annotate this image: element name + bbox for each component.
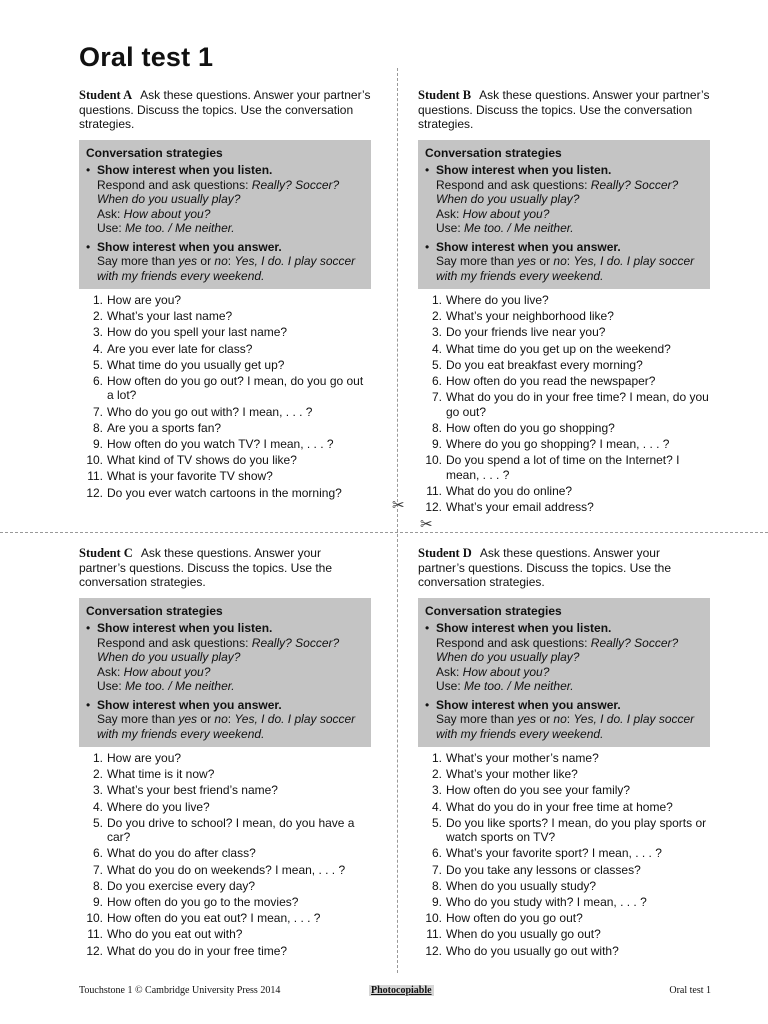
question-number: 11.: [426, 483, 442, 498]
strategy-line: When do you usually play?: [97, 192, 241, 206]
strategy-line: Use: Me too. / Me neither.: [97, 679, 235, 693]
question-number: 2.: [431, 309, 442, 324]
question-item: [418, 437, 710, 452]
question-list: [79, 293, 371, 500]
question-number: 8.: [431, 420, 442, 435]
strategy-line: Respond and ask questions: Really? Soccer?: [436, 177, 679, 192]
question-text: What do you do in your free time at home?: [446, 799, 673, 814]
question-item: [79, 293, 371, 308]
question-text: Do you ever watch cartoons in the morning?: [107, 485, 342, 500]
question-text: How are you?: [107, 293, 182, 307]
question-text: Do your friends live near you?: [446, 325, 606, 340]
question-number: 7.: [431, 862, 442, 877]
question-text: What time do you get up on the weekend?: [446, 341, 671, 356]
student-c-section: [79, 546, 371, 960]
strategies-title: Conversation strategies: [425, 145, 562, 160]
bullet-icon: •: [86, 697, 91, 712]
instructions-text: Ask these questions. Answer your partner’s questions. Discuss the topics. Use the conversation strategies.: [418, 88, 710, 131]
question-text: What time is it now?: [107, 767, 215, 782]
strategy-line: Say more than yes or no: Yes, I do. I play soccer: [97, 712, 356, 726]
question-item: [418, 421, 710, 436]
question-text: When do you usually study?: [446, 878, 597, 893]
question-number: 3.: [431, 783, 442, 798]
student-label: Student C: [79, 546, 133, 560]
question-item: [79, 469, 371, 484]
strategy-heading: Show interest when you listen.: [97, 621, 273, 635]
question-item: [79, 944, 371, 959]
strategy-line: Respond and ask questions: Really? Soccer?: [97, 635, 340, 650]
horizontal-cut-line: [0, 532, 768, 533]
question-text: Do you eat breakfast every morning?: [446, 357, 643, 372]
strategy-heading: Show interest when you listen.: [97, 163, 273, 177]
strategy-line: Say more than yes or no: Yes, I do. I play soccer: [436, 254, 695, 268]
question-number: 4.: [431, 341, 442, 356]
strategy-line: Respond and ask questions: Really? Soccer?: [97, 177, 340, 192]
question-item: [79, 486, 371, 501]
conversation-strategies-box: [79, 598, 371, 748]
question-text: Do you take any lessons or classes?: [446, 862, 641, 877]
question-text: When do you usually go out?: [446, 927, 601, 942]
question-item: [79, 783, 371, 798]
question-text: Who do you go out with? I mean, . . . ?: [107, 404, 313, 419]
footer-page-label: Oral test 1: [669, 985, 711, 996]
question-number: 8.: [92, 878, 103, 893]
question-number: 12.: [425, 943, 442, 958]
question-text: Where do you live?: [446, 293, 549, 307]
question-item: [418, 816, 710, 845]
question-number: 1.: [92, 293, 103, 307]
question-text: How often do you go shopping?: [446, 420, 615, 435]
question-number: 11.: [426, 927, 442, 942]
question-item: [79, 309, 371, 324]
strategy-heading: Show interest when you answer.: [436, 697, 621, 712]
question-item: [79, 767, 371, 782]
bullet-icon: •: [425, 163, 430, 177]
question-item: [79, 374, 371, 403]
instructions: [79, 88, 371, 132]
question-item: [79, 437, 371, 452]
question-number: 12.: [86, 943, 103, 958]
question-number: 4.: [431, 799, 442, 814]
question-item: [79, 751, 371, 766]
question-number: 7.: [92, 404, 103, 419]
question-item: [418, 767, 710, 782]
strategy-heading: Show interest when you answer.: [97, 697, 282, 712]
question-number: 3.: [92, 325, 103, 340]
bullet-icon: •: [425, 239, 430, 254]
question-text: What’s your favorite sport? I mean, . . . ?: [446, 846, 662, 861]
strategy-listen: [86, 163, 363, 236]
strategy-line: Ask: How about you?: [97, 664, 211, 679]
question-text: Where do you live?: [107, 799, 210, 814]
strategy-line: with my friends every weekend.: [97, 726, 265, 741]
question-item: [418, 927, 710, 942]
question-text: How often do you go to the movies?: [107, 895, 299, 909]
bullet-icon: •: [86, 163, 91, 177]
question-number: 9.: [92, 437, 103, 451]
question-number: 10.: [425, 453, 442, 468]
question-item: [418, 944, 710, 959]
student-a-section: [79, 88, 371, 502]
scissors-icon: ✂: [392, 497, 405, 514]
question-text: How are you?: [107, 751, 182, 765]
question-item: [79, 895, 371, 910]
question-number: 8.: [92, 420, 103, 435]
question-text: What do you do after class?: [107, 846, 256, 861]
question-number: 1.: [431, 293, 442, 307]
question-text: What do you do in your free time?: [107, 943, 288, 958]
conversation-strategies-box: [79, 140, 371, 290]
question-text: Who do you study with? I mean, . . . ?: [446, 895, 647, 909]
question-text: Who do you usually go out with?: [446, 943, 619, 958]
question-item: [79, 453, 371, 468]
question-item: [418, 484, 710, 499]
question-number: 6.: [431, 846, 442, 861]
question-text: Do you drive to school? I mean, do you have a car?: [107, 815, 355, 845]
instructions: [418, 546, 710, 590]
strategy-heading: Show interest when you listen.: [436, 163, 612, 177]
question-list: [418, 751, 710, 958]
question-number: 5.: [431, 815, 442, 830]
question-text: What is your favorite TV show?: [107, 469, 273, 484]
question-text: What do you do on weekends? I mean, . . . ?: [107, 862, 346, 877]
instructions: [418, 88, 710, 132]
question-text: What time do you usually get up?: [107, 357, 285, 372]
bullet-icon: •: [425, 697, 430, 712]
bullet-icon: •: [425, 621, 430, 635]
question-item: [418, 500, 710, 515]
question-text: Where do you go shopping? I mean, . . . ?: [446, 437, 670, 451]
strategy-heading: Show interest when you answer.: [436, 239, 621, 254]
question-text: What’s your neighborhood like?: [446, 309, 614, 324]
question-text: How often do you read the newspaper?: [446, 373, 656, 388]
question-number: 6.: [92, 373, 103, 388]
strategy-line: When do you usually play?: [436, 650, 580, 664]
question-item: [418, 863, 710, 878]
question-number: 6.: [92, 846, 103, 861]
question-number: 1.: [431, 751, 442, 765]
question-item: [418, 309, 710, 324]
footer-photocopiable: Photocopiable: [371, 985, 432, 996]
strategy-line: Ask: How about you?: [436, 664, 550, 679]
question-number: 11.: [87, 927, 103, 942]
question-item: [79, 911, 371, 926]
student-d-section: [418, 546, 710, 960]
question-text: How often do you eat out? I mean, . . . ?: [107, 911, 321, 926]
question-number: 8.: [431, 878, 442, 893]
strategy-answer: [86, 698, 363, 742]
strategies-title: Conversation strategies: [86, 145, 223, 160]
question-item: [79, 358, 371, 373]
question-list: [79, 751, 371, 958]
question-item: [79, 846, 371, 861]
question-text: Do you spend a lot of time on the Internet? I mean, . . . ?: [446, 453, 680, 482]
question-text: What do you do in your free time? I mean, do you go out?: [446, 390, 709, 419]
strategy-line: Say more than yes or no: Yes, I do. I play soccer: [436, 712, 695, 726]
question-text: What’s your email address?: [446, 500, 594, 515]
question-text: How often do you watch TV? I mean, . . . ?: [107, 437, 334, 451]
question-number: 12.: [425, 500, 442, 515]
question-item: [418, 846, 710, 861]
question-item: [418, 895, 710, 910]
page-title: Oral test 1: [79, 42, 214, 72]
question-item: [79, 816, 371, 845]
question-number: 3.: [431, 325, 442, 340]
question-item: [418, 751, 710, 766]
question-number: 2.: [431, 767, 442, 782]
question-item: [79, 863, 371, 878]
strategy-line: When do you usually play?: [436, 192, 580, 206]
question-text: Do you exercise every day?: [107, 878, 256, 893]
strategy-line: Ask: How about you?: [436, 206, 550, 221]
question-item: [79, 879, 371, 894]
question-number: 7.: [92, 862, 103, 877]
question-item: [418, 879, 710, 894]
question-text: What’s your mother like?: [446, 767, 578, 782]
question-item: [418, 911, 710, 926]
question-number: 3.: [92, 783, 103, 798]
question-item: [418, 783, 710, 798]
question-item: [418, 390, 710, 419]
question-item: [418, 342, 710, 357]
vertical-cut-line: [397, 68, 398, 973]
strategy-line: Ask: How about you?: [97, 206, 211, 221]
question-number: 5.: [92, 815, 103, 830]
question-text: Who do you eat out with?: [107, 927, 243, 942]
question-number: 9.: [431, 437, 442, 451]
question-number: 11.: [87, 469, 103, 484]
strategy-listen: [86, 621, 363, 694]
question-list: [418, 293, 710, 515]
question-item: [418, 358, 710, 373]
question-text: How do you spell your last name?: [107, 325, 288, 340]
question-number: 9.: [431, 895, 442, 909]
question-number: 6.: [431, 373, 442, 388]
question-text: Are you a sports fan?: [107, 420, 222, 435]
instructions-text: Ask these questions. Answer your partner’s questions. Discuss the topics. Use the conversation strategies.: [79, 88, 371, 131]
strategies-title: Conversation strategies: [86, 603, 223, 618]
question-number: 5.: [431, 357, 442, 372]
question-number: 2.: [92, 767, 103, 782]
question-item: [418, 293, 710, 308]
bullet-icon: •: [86, 621, 91, 635]
instructions: [79, 546, 371, 590]
conversation-strategies-box: [418, 140, 710, 290]
bullet-icon: •: [86, 239, 91, 254]
question-item: [79, 342, 371, 357]
question-text: What do you do online?: [446, 483, 573, 498]
strategy-line: with my friends every weekend.: [436, 726, 604, 741]
student-label: Student B: [418, 88, 472, 102]
strategy-line: Respond and ask questions: Really? Soccer?: [436, 635, 679, 650]
scissors-icon: ✂: [420, 516, 433, 533]
question-number: 4.: [92, 341, 103, 356]
question-number: 10.: [86, 453, 103, 468]
instructions-text: Ask these questions. Answer your partner’s questions. Discuss the topics. Use the conversation strategies.: [418, 546, 672, 589]
strategy-line: When do you usually play?: [97, 650, 241, 664]
question-text: How often do you go out? I mean, do you go out a lot?: [107, 373, 364, 403]
footer-copyright: Touchstone 1 © Cambridge University Press 2014: [79, 985, 281, 996]
strategy-line: Say more than yes or no: Yes, I do. I play soccer: [97, 254, 356, 268]
strategy-answer: [425, 698, 702, 742]
question-number: 2.: [92, 309, 103, 324]
strategy-listen: [425, 163, 702, 236]
strategy-listen: [425, 621, 702, 694]
student-b-section: [418, 88, 710, 516]
question-number: 4.: [92, 799, 103, 814]
strategy-heading: Show interest when you listen.: [436, 621, 612, 635]
strategies-title: Conversation strategies: [425, 603, 562, 618]
question-item: [418, 453, 710, 482]
question-number: 10.: [86, 911, 103, 926]
question-number: 10.: [425, 911, 442, 926]
question-number: 5.: [92, 357, 103, 372]
question-item: [418, 325, 710, 340]
strategy-answer: [86, 240, 363, 284]
question-text: How often do you go out?: [446, 911, 583, 926]
question-number: 1.: [92, 751, 103, 765]
strategy-line: Use: Me too. / Me neither.: [97, 221, 235, 235]
question-text: What’s your last name?: [107, 309, 233, 324]
question-item: [79, 800, 371, 815]
strategy-heading: Show interest when you answer.: [97, 239, 282, 254]
student-label: Student A: [79, 88, 133, 102]
question-text: Do you like sports? I mean, do you play sports or watch sports on TV?: [446, 815, 707, 845]
strategy-line: Use: Me too. / Me neither.: [436, 221, 574, 235]
question-item: [418, 800, 710, 815]
strategy-answer: [425, 240, 702, 284]
question-text: Are you ever late for class?: [107, 341, 253, 356]
instructions-text: Ask these questions. Answer your partner’s questions. Discuss the topics. Use the conversation strategies.: [79, 546, 333, 589]
question-item: [79, 325, 371, 340]
question-number: 7.: [431, 390, 442, 405]
question-item: [79, 421, 371, 436]
question-text: What’s your mother’s name?: [446, 751, 599, 765]
student-label: Student D: [418, 546, 472, 560]
conversation-strategies-box: [418, 598, 710, 748]
question-number: 12.: [86, 485, 103, 500]
strategy-line: with my friends every weekend.: [436, 268, 604, 283]
question-text: How often do you see your family?: [446, 783, 631, 798]
question-number: 9.: [92, 895, 103, 909]
strategy-line: Use: Me too. / Me neither.: [436, 679, 574, 693]
question-text: What’s your best friend’s name?: [107, 783, 278, 798]
question-item: [79, 927, 371, 942]
question-text: What kind of TV shows do you like?: [107, 453, 297, 468]
strategy-line: with my friends every weekend.: [97, 268, 265, 283]
question-item: [418, 374, 710, 389]
question-item: [79, 405, 371, 420]
